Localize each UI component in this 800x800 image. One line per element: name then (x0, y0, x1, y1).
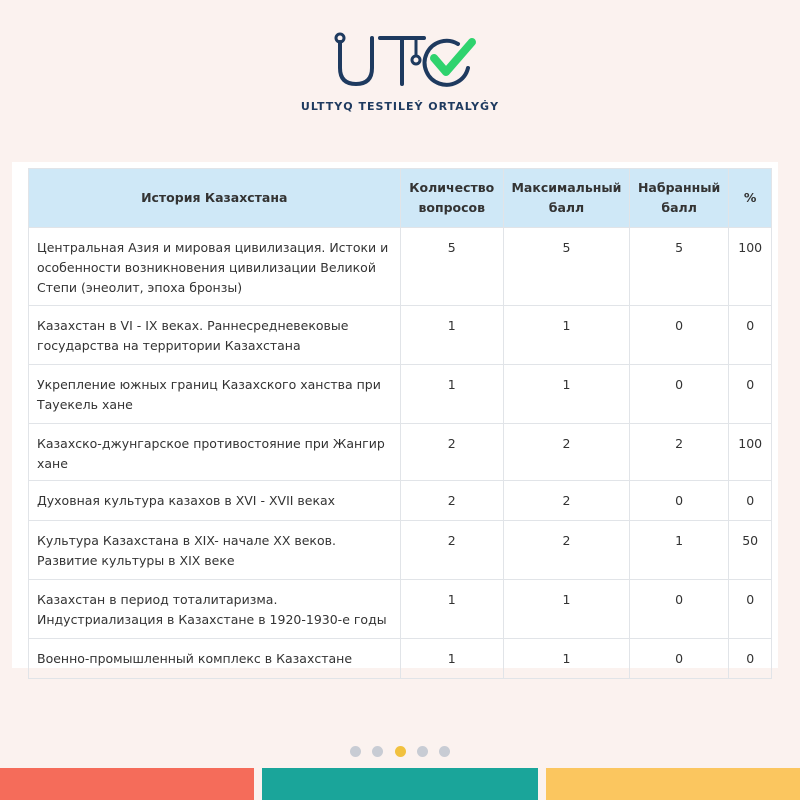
carousel-dot[interactable] (372, 746, 383, 757)
table-row (29, 580, 772, 639)
scored-cell: 0 (629, 580, 728, 639)
percent-cell: 0 (729, 639, 772, 679)
scored-cell: 0 (629, 481, 728, 521)
table-row (29, 521, 772, 580)
max-score-cell: 2 (504, 481, 630, 521)
scored-cell: 0 (629, 639, 728, 679)
uto-logo (0, 30, 800, 113)
header-subject: История Казахстана (29, 169, 401, 228)
percent-cell: 50 (729, 521, 772, 580)
scored-cell: 5 (629, 228, 728, 306)
header-scored: Набранный балл (629, 169, 728, 228)
scored-cell: 1 (629, 521, 728, 580)
question-count-cell: 1 (400, 306, 504, 365)
footer-bar-teal (262, 768, 538, 800)
percent-cell: 0 (729, 580, 772, 639)
uto-logo-icon (320, 30, 480, 90)
question-count-cell: 2 (400, 424, 504, 481)
topic-cell: Укрепление южных границ Казахского ханства при Тауекель хане (29, 365, 401, 424)
percent-cell: 0 (729, 481, 772, 521)
footer-color-bars (0, 768, 800, 800)
topic-cell: Казахско-джунгарское противостояние при Жангир хане (29, 424, 401, 481)
carousel-dot-active[interactable] (395, 746, 406, 757)
table-row (29, 481, 772, 521)
max-score-cell: 1 (504, 306, 630, 365)
max-score-cell: 5 (504, 228, 630, 306)
question-count-cell: 2 (400, 481, 504, 521)
question-count-cell: 1 (400, 365, 504, 424)
percent-cell: 100 (729, 228, 772, 306)
max-score-cell: 2 (504, 424, 630, 481)
scored-cell: 0 (629, 365, 728, 424)
footer-bar-coral (0, 768, 254, 800)
carousel-dots (0, 742, 800, 761)
percent-cell: 0 (729, 306, 772, 365)
carousel-dot[interactable] (350, 746, 361, 757)
question-count-cell: 5 (400, 228, 504, 306)
percent-cell: 0 (729, 365, 772, 424)
topic-cell: Казахстан в VI - IX веках. Раннесредневековые государства на территории Казахстана (29, 306, 401, 365)
topic-cell: Культура Казахстана в XIX- начале XX веков. Развитие культуры в XIX веке (29, 521, 401, 580)
topic-cell: Духовная культура казахов в XVI - XVII веках (29, 481, 401, 521)
brand-name: ULTTYQ TESTILEÝ ORTALYĠY (300, 100, 500, 113)
header-max-score: Максимальный балл (504, 169, 630, 228)
table-row (29, 424, 772, 481)
carousel-dot[interactable] (439, 746, 450, 757)
results-table (28, 168, 772, 679)
percent-cell: 100 (729, 424, 772, 481)
max-score-cell: 1 (504, 365, 630, 424)
results-card (12, 162, 778, 668)
header-question-count: Количество вопросов (400, 169, 504, 228)
scored-cell: 0 (629, 306, 728, 365)
table-row (29, 228, 772, 306)
header-percent: % (729, 169, 772, 228)
scored-cell: 2 (629, 424, 728, 481)
max-score-cell: 1 (504, 639, 630, 679)
topic-cell: Казахстан в период тоталитаризма. Индустриализация в Казахстане в 1920-1930-е годы (29, 580, 401, 639)
footer-bar-yellow (546, 768, 800, 800)
topic-cell: Центральная Азия и мировая цивилизация. Истоки и особенности возникновения цивилизации Великой Степи (энеолит, эпоха бронзы) (29, 228, 401, 306)
table-header-row (29, 169, 772, 228)
question-count-cell: 1 (400, 639, 504, 679)
table-row (29, 306, 772, 365)
table-row (29, 639, 772, 679)
question-count-cell: 1 (400, 580, 504, 639)
max-score-cell: 2 (504, 521, 630, 580)
topic-cell: Военно-промышленный комплекс в Казахстане (29, 639, 401, 679)
max-score-cell: 1 (504, 580, 630, 639)
table-row (29, 365, 772, 424)
question-count-cell: 2 (400, 521, 504, 580)
carousel-dot[interactable] (417, 746, 428, 757)
